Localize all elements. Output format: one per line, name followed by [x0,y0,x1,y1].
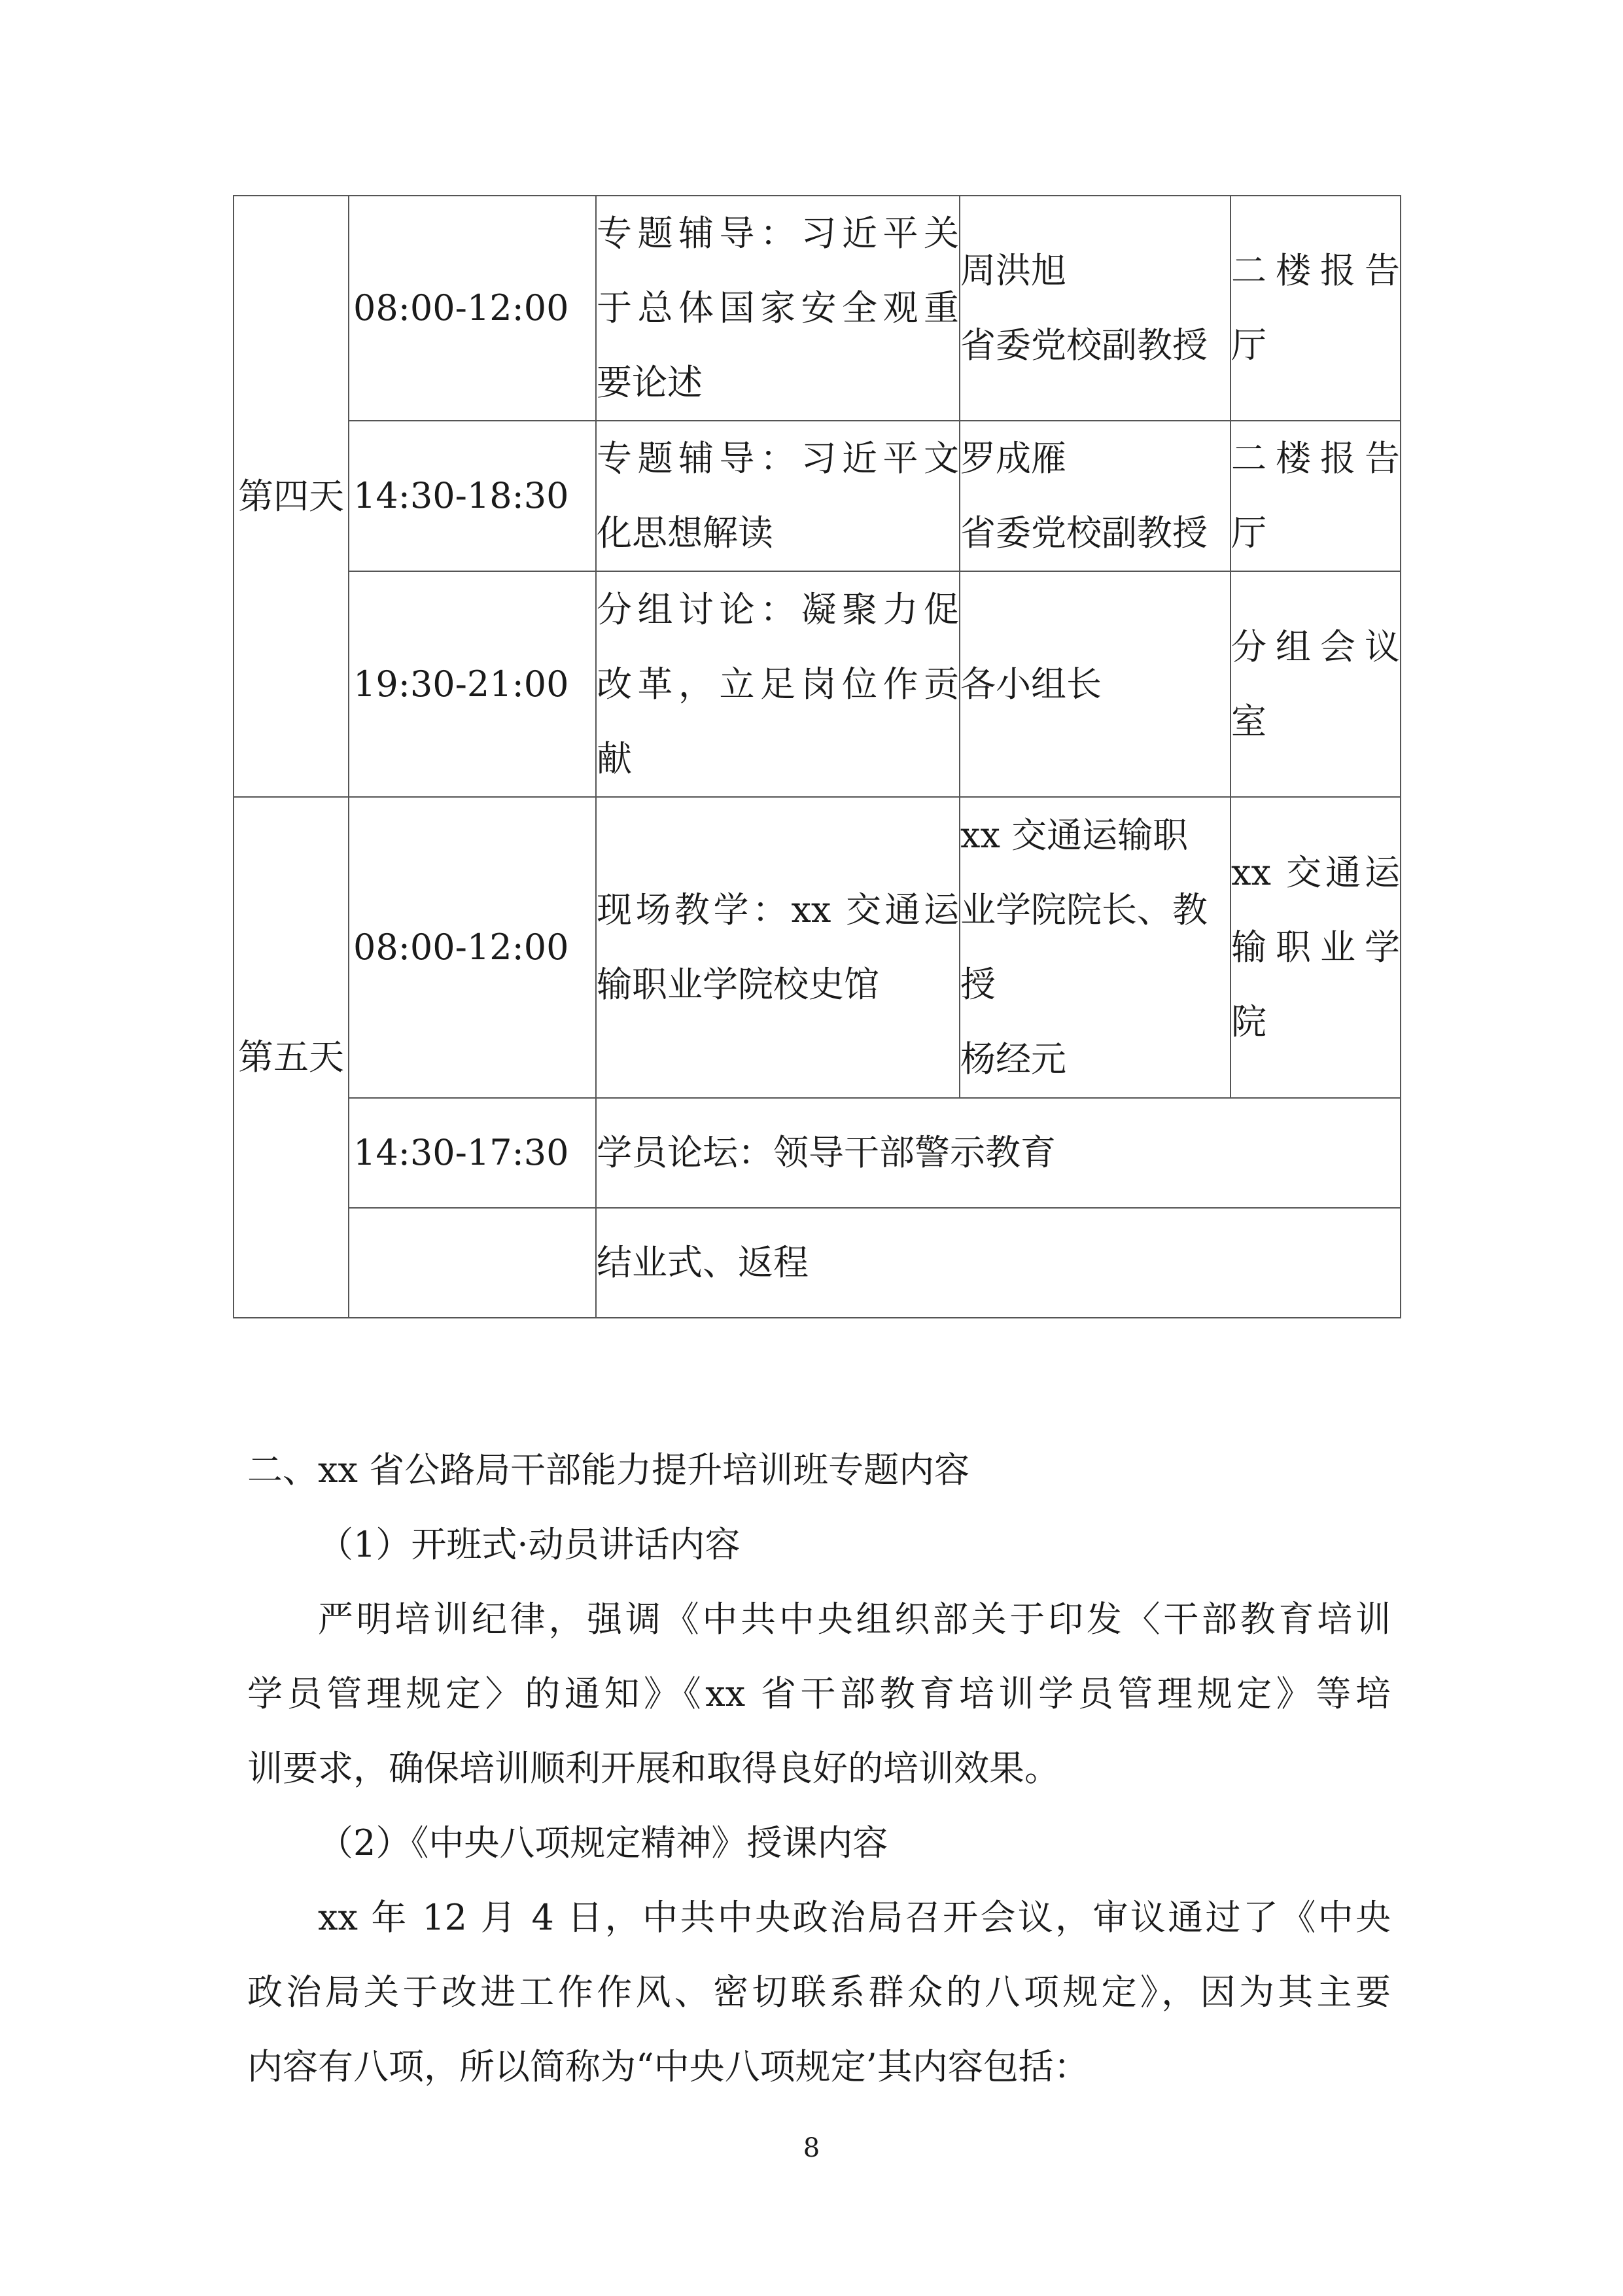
topic-cell [596,421,960,571]
table-row [234,196,1401,421]
time-cell: 19:30-21:00 [349,571,596,797]
time-cell [349,1208,596,1318]
speaker-line: xx 交通运输职 [960,815,1189,856]
topic-line: 要论述 [597,362,703,403]
topic-cell [596,797,960,1098]
speaker-line: 周洪旭 [960,250,1066,291]
table-row [234,421,1401,571]
speaker-line: 杨经元 [960,1038,1066,1080]
place-line: 输职业学 [1231,927,1400,968]
topic-line: 现场教学：xx 交通运 [597,889,959,930]
table-row [234,571,1401,797]
topic-cell [596,571,960,797]
speaker-cell [960,571,1230,797]
topic-line: 分组讨论：凝聚力促 [597,588,959,630]
time-cell: 14:30-18:30 [349,421,596,571]
place-line: 室 [1231,700,1266,742]
subheading-2: （2）《中央八项规定精神》授课内容 [318,1822,888,1863]
place-line: 厅 [1231,512,1266,554]
paragraph-line: 政治局关于改进工作作风、密切联系群众的八项规定》，因为其主要 [247,1971,1391,2013]
topic-line: 改革，立足岗位作贡 [597,663,959,705]
place-line: 厅 [1231,325,1266,366]
topic-line: 专题辅导：习近平关 [597,213,959,254]
table-row [234,1208,1401,1318]
speaker-cell [960,421,1230,571]
topic-line: 化思想解读 [597,512,773,554]
topic-cell [596,196,960,421]
subheading-1: （1）开班式·动员讲话内容 [318,1524,741,1565]
table-row [234,1098,1401,1208]
merged-cell: 学员论坛：领导干部警示教育 [596,1098,1401,1208]
paragraph-line: xx 年 12 月 4 日，中共中央政治局召开会议，审议通过了《中央 [318,1897,1391,1938]
paragraph-line: 严明培训纪律，强调《中共中央组织部关于印发〈干部教育培训 [318,1598,1391,1640]
time-cell: 14:30-17:30 [349,1098,596,1208]
day-label: 第五天 [234,797,349,1318]
speaker-line: 业学院院长、教 [960,889,1208,930]
speaker-line: 罗成雁 [960,438,1066,479]
merged-cell: 结业式、返程 [596,1208,1401,1318]
time-cell: 08:00-12:00 [349,797,596,1098]
place-line: 分组会议 [1231,626,1400,667]
speaker-line: 各小组长 [960,663,1102,705]
place-cell [1230,797,1401,1098]
page-number: 8 [803,2133,820,2163]
schedule-table [233,195,1401,1318]
day-label: 第四天 [234,196,349,797]
topic-line: 输职业学院校史馆 [597,964,879,1005]
time-cell: 08:00-12:00 [349,196,596,421]
speaker-line: 省委党校副教授 [960,325,1208,366]
speaker-line: 省委党校副教授 [960,512,1208,554]
place-line: xx 交通运 [1231,852,1400,893]
place-line: 院 [1231,1001,1266,1042]
paragraph-line: 内容有八项，所以简称为“中央八项规定’其内容包括： [247,2046,1089,2087]
topic-line: 专题辅导：习近平文 [597,438,959,479]
speaker-cell [960,196,1230,421]
speaker-line: 授 [960,964,996,1005]
topic-line: 于总体国家安全观重 [597,287,959,328]
place-cell [1230,421,1401,571]
section-heading: 二、xx 省公路局干部能力提升培训班专题内容 [247,1449,970,1491]
topic-line: 献 [597,737,632,779]
paragraph-line: 学员管理规定〉的通知》《xx 省干部教育培训学员管理规定》等培 [247,1673,1391,1714]
table-row [234,797,1401,1098]
place-cell [1230,571,1401,797]
speaker-cell [960,797,1230,1098]
place-line: 二楼报告 [1231,250,1400,291]
paragraph-line: 训要求，确保培训顺利开展和取得良好的培训效果。 [247,1748,1060,1789]
place-line: 二楼报告 [1231,438,1400,479]
place-cell [1230,196,1401,421]
